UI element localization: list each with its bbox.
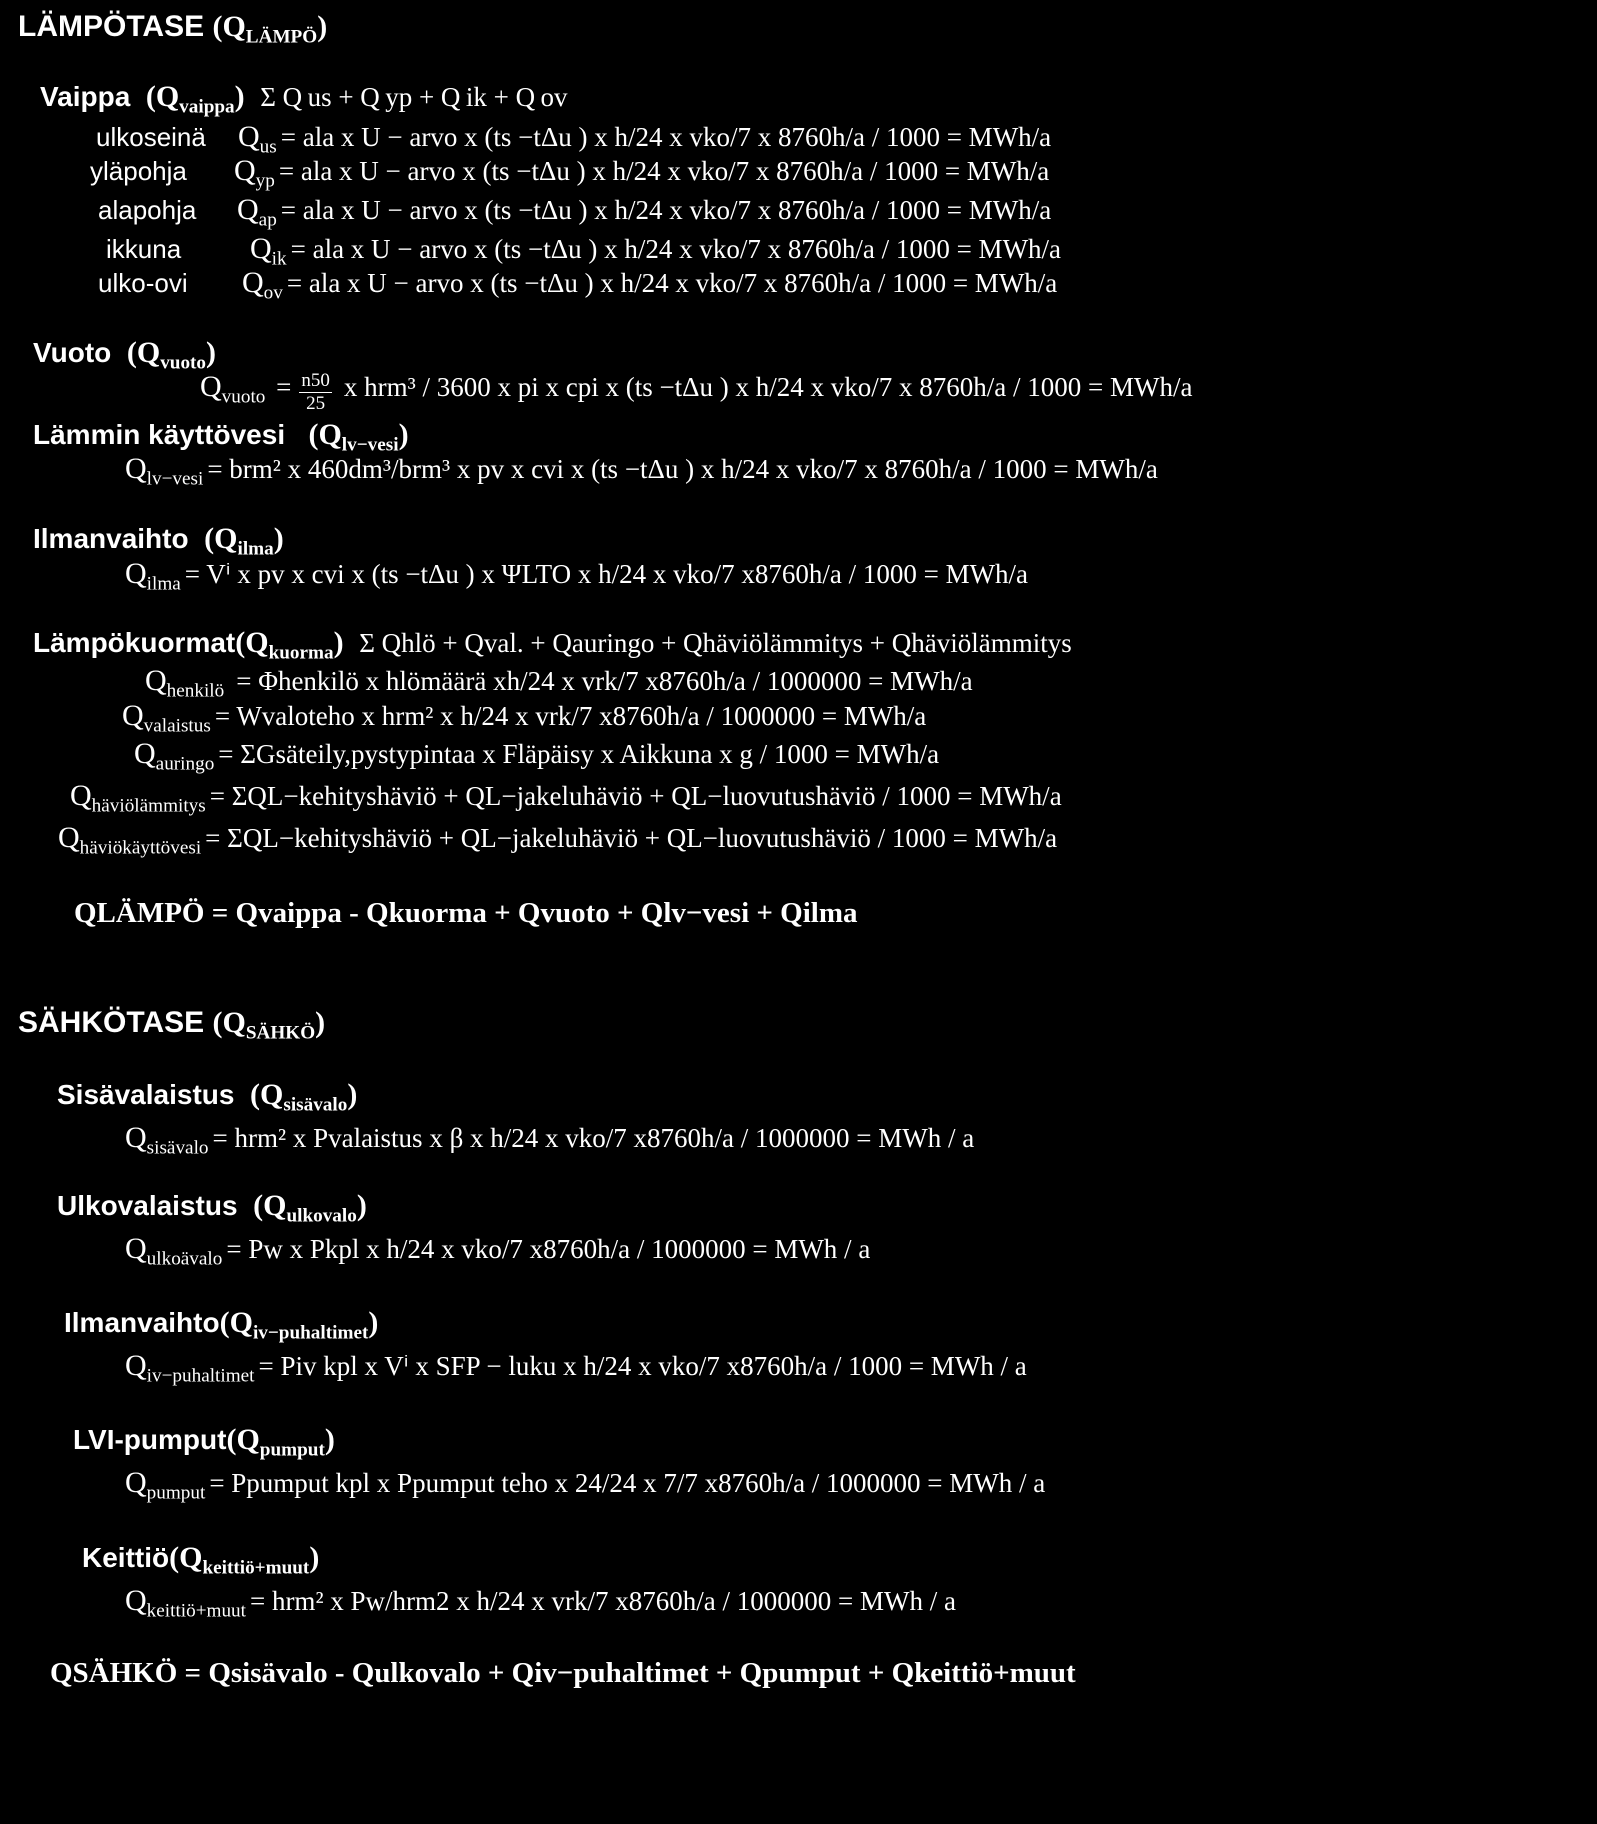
kuormat-row-haviokayttovesi	[58, 821, 1058, 859]
lvi-pumput-heading: LVI-$pumput(Q_{pumput})$	[73, 1423, 335, 1461]
row-symbol: Q	[234, 154, 256, 187]
row-symbol: Q	[237, 193, 259, 226]
row-sub: ilma	[146, 573, 181, 595]
keittio-heading: $Keittiö(Q_{keittiö+muut})$	[82, 1541, 320, 1579]
row-sub: us	[259, 136, 277, 158]
section-sub: ulkovalo	[286, 1205, 357, 1227]
section-sub: keittiö+muut	[202, 1557, 310, 1579]
vaippa-symbol: Q	[155, 80, 180, 113]
row-symbol: Q	[58, 821, 80, 854]
ilmanvaihto-label: Ilmanvaihto	[33, 523, 189, 554]
sahko-heading: SÄHKÖTASE $(Q_{SÄHKÖ})$	[18, 1006, 326, 1044]
row-symbol: Q	[238, 120, 260, 153]
fraction-denominator: 25	[306, 392, 326, 414]
row-formula: = brm² x 460dm³/brm³ x pv x cvi x (ts −tΔu ) x h/24 x vko/7 x 8760h/a / 1000 = MWh/a	[207, 454, 1158, 484]
kuormat-label: Lämpökuormat	[33, 627, 236, 658]
kayttovesi-heading: Lämmin käyttövesi $(Q_{lv-vesi})$	[33, 418, 409, 456]
kuormat-sum: Σ Qhlö + Qval. + Qauringo + Qhäviölämmitys + Qhäviölämmitys	[359, 628, 1072, 658]
vaippa-sub: vaippa	[179, 96, 235, 118]
section-label: LVI-pumput	[73, 1424, 227, 1455]
sahko-total: QSÄHKÖ = Qsisävalo - Qulkovalo + Qiv−puhaltimet + Qpumput + Qkeittiö+muut	[50, 1657, 1076, 1689]
vaippa-heading: Vaippa $(Q_{vaippa})$ Σ Q us + Q yp + Q ik + Q ov	[40, 80, 568, 118]
lvi-pumput-row	[125, 1466, 1046, 1504]
row-formula: = Pw x Pkpl x h/24 x vko/7 x8760h/a / 1000000 = MWh / a	[226, 1234, 871, 1264]
vaippa-sum: Σ Q us + Q yp + Q ik + Q ov	[260, 82, 568, 112]
kuormat-sub: kuorma	[268, 642, 334, 664]
vaippa-row-ylapohja	[90, 154, 1050, 192]
vuoto-symbol: Q	[136, 336, 161, 369]
row-label: alapohja	[98, 195, 197, 225]
row-label: yläpohja	[90, 156, 187, 186]
row-sub: lv−vesi	[146, 468, 204, 490]
sahko-title: SÄHKÖTASE	[18, 1006, 205, 1039]
row-symbol: Q	[200, 370, 222, 404]
ulkovalaistus-heading: Ulkovalaistus $(Q_{ulkovalo})$	[57, 1189, 367, 1227]
lampo-total: QLÄMPÖ = Qvaippa - Qkuorma + Qvuoto + Qlv−vesi + Qilma	[74, 897, 858, 929]
row-sub: henkilö	[166, 680, 225, 702]
row-formula: = Ppumput kpl x Ppumput teho x 24/24 x 7/7 x8760h/a / 1000000 = MWh / a	[209, 1468, 1046, 1498]
row-symbol: Q	[125, 1232, 147, 1265]
section-label: Sisävalaistus	[57, 1079, 235, 1110]
vaippa-row-ulkoseina	[96, 120, 1052, 158]
row-symbol: Q	[125, 452, 147, 485]
row-formula: = Wvaloteho x hrm² x h/24 x vrk/7 x8760h/a / 1000000 = MWh/a	[214, 701, 927, 731]
ilmanvaihto-sub: ilma	[237, 538, 274, 560]
kayttovesi-row	[125, 452, 1158, 490]
vuoto-label: Vuoto	[33, 337, 112, 368]
section-symbol: Q	[229, 1306, 253, 1339]
lampo-title: LÄMPÖTASE	[18, 10, 205, 43]
row-formula: = ala x U − arvo x (ts −tΔu ) x h/24 x vko/7 x 8760h/a / 1000 = MWh/a	[278, 156, 1050, 186]
ilmanvaihto-heading: Ilmanvaihto $(Q_{ilma})$	[33, 522, 284, 560]
row-symbol: Q	[125, 1584, 147, 1617]
section-label: Keittiö	[82, 1542, 170, 1573]
vaippa-row-ulko-ovi	[98, 266, 1058, 304]
ilmanvaihto-row	[125, 557, 1029, 595]
ilmanvaihto-symbol: Q	[214, 522, 238, 555]
row-sub: keittiö+muut	[146, 1600, 246, 1622]
kuormat-symbol: Q	[245, 626, 269, 659]
vaippa-label: Vaippa	[40, 81, 131, 112]
lampo-heading: LÄMPÖTASE $(Q_{LÄMPÖ})$	[18, 10, 328, 48]
n50-fraction	[299, 370, 332, 415]
vaippa-row-alapohja	[98, 193, 1052, 231]
kuormat-heading: $Lämpökuormat(Q_{kuorma})$ Σ Qhlö + Qval. + Qauringo + Qhäviölämmitys + Qhäviölämmitys	[33, 626, 1072, 664]
section-symbol: Q	[179, 1541, 203, 1574]
section-sub: iv−puhaltimet	[252, 1322, 369, 1344]
row-sub: ulkoävalo	[146, 1248, 223, 1270]
row-symbol: Q	[125, 1466, 147, 1499]
row-symbol: Q	[145, 664, 167, 697]
row-formula: = ΣGsäteily,pystypintaa x Fläpäisy x Aikkuna x g / 1000 = MWh/a	[218, 739, 940, 769]
row-sub: iv−puhaltimet	[146, 1365, 255, 1387]
row-symbol: Q	[134, 737, 156, 770]
ulkovalaistus-row	[125, 1232, 871, 1270]
row-sub: vuoto	[221, 386, 266, 408]
row-formula: = ΣQL−kehityshäviö + QL−jakeluhäviö + QL−luovutushäviö / 1000 = MWh/a	[205, 823, 1058, 853]
section-symbol: Q	[263, 1189, 287, 1222]
row-sub: ov	[263, 282, 283, 304]
fraction-numerator: n50	[301, 370, 330, 391]
row-symbol: Q	[125, 1121, 147, 1154]
row-formula: = hrm² x Pvalaistus x β x h/24 x vko/7 x8760h/a / 1000000 = MWh / a	[212, 1123, 975, 1153]
iv-puhaltimet-row	[125, 1349, 1027, 1387]
section-label: Ulkovalaistus	[57, 1190, 238, 1221]
row-formula: = ΣQL−kehityshäviö + QL−jakeluhäviö + QL−luovutushäviö / 1000 = MWh/a	[209, 781, 1062, 811]
row-symbol: Q	[250, 232, 272, 265]
row-sub: häviökäyttövesi	[79, 837, 202, 859]
iv-puhaltimet-heading: $Ilmanvaihto(Q_{iv-puhaltimet})$	[64, 1306, 379, 1344]
kuormat-row-henkilo	[145, 664, 973, 702]
row-formula: = ala x U − arvo x (ts −tΔu ) x h/24 x vko/7 x 8760h/a / 1000 = MWh/a	[286, 268, 1058, 298]
kuormat-row-haviolammitys	[70, 779, 1062, 817]
row-symbol: Q	[122, 699, 144, 732]
row-sub: yp	[255, 170, 275, 192]
row-sub: sisävalo	[146, 1137, 209, 1159]
row-formula: = ala x U − arvo x (ts −tΔu ) x h/24 x vko/7 x 8760h/a / 1000 = MWh/a	[280, 195, 1052, 225]
row-label: ikkuna	[106, 234, 182, 264]
lampo-title-sub: LÄMPÖ	[245, 26, 318, 48]
row-formula: = ala x U − arvo x (ts −tΔu ) x h/24 x vko/7 x 8760h/a / 1000 = MWh/a	[280, 122, 1052, 152]
kuormat-row-auringo	[134, 737, 940, 775]
section-symbol: Q	[236, 1423, 260, 1456]
row-symbol: Q	[125, 1349, 147, 1382]
row-symbol: Q	[70, 779, 92, 812]
row-sub: ik	[271, 248, 287, 270]
lampo-title-symbol: Q	[222, 10, 246, 43]
section-sub: pumput	[259, 1439, 325, 1461]
vuoto-sub: vuoto	[160, 352, 207, 374]
row-symbol: Q	[242, 266, 264, 299]
row-sub: auringo	[155, 753, 215, 775]
row-formula: = Φhenkilö x hlömäärä xh/24 x vrk/7 x8760h/a / 1000000 = MWh/a	[236, 666, 973, 696]
vuoto-row: $Q_{vuoto}$ = $\frac{n50}{25}$ x hrm³ / 3600 x pi x cpi x (ts −tΔu ) x h/24 x vko/7 x 8760h/a / 1000 = MWh/a	[200, 370, 1193, 414]
row-sub: häviölämmitys	[91, 795, 206, 817]
kayttovesi-symbol: Q	[318, 418, 342, 451]
sisavalaistus-row	[125, 1121, 975, 1159]
sahko-title-sub: SÄHKÖ	[245, 1022, 316, 1044]
row-symbol: Q	[125, 557, 147, 590]
kayttovesi-label: Lämmin käyttövesi	[33, 419, 286, 450]
section-label: Ilmanvaihto	[64, 1307, 220, 1338]
row-formula: x hrm³ / 3600 x pi x cpi x (ts −tΔu ) x h/24 x vko/7 x 8760h/a / 1000 = MWh/a	[343, 372, 1193, 403]
vaippa-row-ikkuna	[106, 232, 1062, 270]
row-formula: = Vⁱ x pv x cvi x (ts −tΔu ) x ΨLTO x h/24 x vko/7 x8760h/a / 1000 = MWh/a	[184, 559, 1029, 589]
row-sub: pumput	[146, 1482, 206, 1504]
sahko-title-symbol: Q	[222, 1006, 246, 1039]
section-sub: sisävalo	[283, 1094, 348, 1116]
vuoto-heading: Vuoto $(Q_{vuoto})$	[33, 336, 217, 374]
row-formula: = ala x U − arvo x (ts −tΔu ) x h/24 x vko/7 x 8760h/a / 1000 = MWh/a	[290, 234, 1062, 264]
row-formula: = hrm² x Pw/hrm2 x h/24 x vrk/7 x8760h/a / 1000000 = MWh / a	[249, 1586, 956, 1616]
kayttovesi-sub: lv−vesi	[341, 434, 399, 456]
row-sub: valaistus	[143, 715, 211, 737]
row-sub: ap	[258, 209, 277, 231]
kuormat-row-valaistus	[122, 699, 927, 737]
keittio-row	[125, 1584, 956, 1622]
row-label: ulko-ovi	[98, 268, 188, 298]
row-formula: = Piv kpl x Vⁱ x SFP − luku x h/24 x vko/7 x8760h/a / 1000 = MWh / a	[258, 1351, 1027, 1381]
row-label: ulkoseinä	[96, 122, 206, 152]
section-symbol: Q	[260, 1078, 284, 1111]
sisavalaistus-heading: Sisävalaistus $(Q_{sisävalo})$	[57, 1078, 358, 1116]
